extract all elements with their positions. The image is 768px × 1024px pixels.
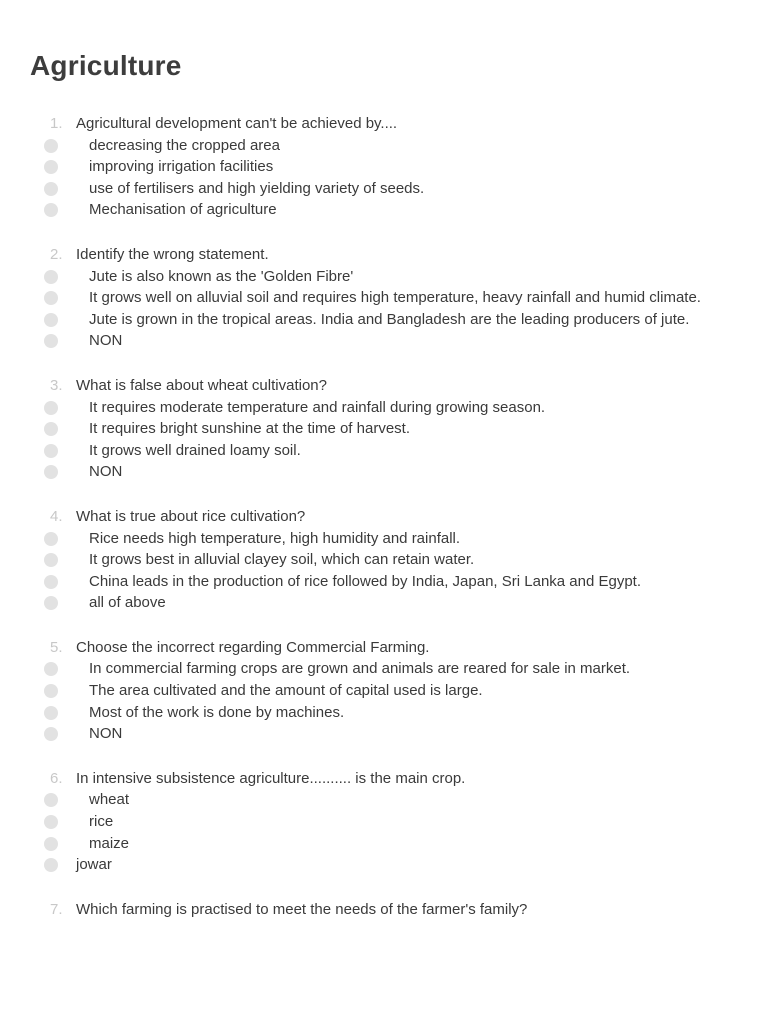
option-item[interactable] xyxy=(0,702,768,724)
option-label: NON xyxy=(89,463,123,481)
option-item[interactable] xyxy=(0,178,768,200)
radio-button[interactable] xyxy=(44,684,58,698)
option-list xyxy=(0,528,768,614)
question-number: 1. xyxy=(50,115,63,132)
option-item[interactable] xyxy=(0,811,768,833)
option-list xyxy=(0,789,768,875)
option-label: In commercial farming crops are grown and animals are reared for sale in market. xyxy=(89,660,631,678)
radio-button[interactable] xyxy=(44,596,58,610)
option-item[interactable] xyxy=(0,418,768,440)
option-label: decreasing the cropped area xyxy=(89,136,280,154)
radio-button[interactable] xyxy=(44,553,58,567)
option-list xyxy=(0,266,768,352)
radio-button[interactable] xyxy=(44,727,58,741)
option-item[interactable] xyxy=(0,549,768,571)
option-item[interactable] xyxy=(0,397,768,419)
option-label: NON xyxy=(89,332,123,350)
option-list xyxy=(0,658,768,744)
option-item[interactable] xyxy=(0,833,768,855)
option-item[interactable] xyxy=(0,854,768,876)
option-item[interactable] xyxy=(0,680,768,702)
radio-button[interactable] xyxy=(44,203,58,217)
radio-button[interactable] xyxy=(44,270,58,284)
option-label: Jute is also known as the 'Golden Fibre' xyxy=(89,267,354,285)
radio-button[interactable] xyxy=(44,139,58,153)
question-1-row xyxy=(0,113,768,135)
radio-button[interactable] xyxy=(44,422,58,436)
option-label: improving irrigation facilities xyxy=(89,158,274,176)
question-3 xyxy=(0,375,768,483)
option-label: wheat xyxy=(89,791,130,809)
question-5 xyxy=(0,637,768,745)
radio-button[interactable] xyxy=(44,291,58,305)
radio-button[interactable] xyxy=(44,575,58,589)
option-label: NON xyxy=(89,725,123,743)
question-text: Choose the incorrect regarding Commercial Farming. xyxy=(76,638,430,656)
question-5-row xyxy=(0,637,768,659)
radio-button[interactable] xyxy=(44,662,58,676)
question-4 xyxy=(0,506,768,614)
option-item[interactable] xyxy=(0,309,768,331)
radio-button[interactable] xyxy=(44,444,58,458)
option-item[interactable] xyxy=(0,592,768,614)
radio-button[interactable] xyxy=(44,793,58,807)
radio-button[interactable] xyxy=(44,313,58,327)
page-title: Agriculture xyxy=(30,50,182,81)
question-6-row xyxy=(0,768,768,790)
option-item[interactable] xyxy=(0,199,768,221)
option-label: The area cultivated and the amount of capital used is large. xyxy=(89,682,483,700)
option-item[interactable] xyxy=(0,528,768,550)
question-2 xyxy=(0,244,768,352)
option-label: rice xyxy=(89,813,114,831)
radio-button[interactable] xyxy=(44,837,58,851)
question-4-row xyxy=(0,506,768,528)
radio-button[interactable] xyxy=(44,706,58,720)
option-item[interactable] xyxy=(0,461,768,483)
question-text: Identify the wrong statement. xyxy=(76,245,269,263)
option-item[interactable] xyxy=(0,440,768,462)
option-item[interactable] xyxy=(0,287,768,309)
question-2-row xyxy=(0,244,768,266)
option-label: Most of the work is done by machines. xyxy=(89,703,345,721)
radio-button[interactable] xyxy=(44,401,58,415)
question-number: 6. xyxy=(50,769,63,787)
radio-button[interactable] xyxy=(44,334,58,348)
option-item[interactable] xyxy=(0,135,768,157)
radio-button[interactable] xyxy=(44,815,58,829)
question-number: 5. xyxy=(50,638,63,656)
option-item[interactable] xyxy=(0,789,768,811)
question-text: What is true about rice cultivation? xyxy=(76,507,306,525)
option-label: Mechanisation of agriculture xyxy=(89,201,277,219)
radio-button[interactable] xyxy=(44,182,58,196)
question-text: Which farming is practised to meet the needs of the farmer's family? xyxy=(76,900,528,918)
option-item[interactable] xyxy=(0,156,768,178)
radio-button[interactable] xyxy=(44,160,58,174)
question-text: Agricultural development can't be achieved by.... xyxy=(76,115,398,132)
question-text: What is false about wheat cultivation? xyxy=(76,376,327,394)
question-6 xyxy=(0,768,768,876)
option-label: China leads in the production of rice followed by India, Japan, Sri Lanka and Egypt. xyxy=(89,572,642,590)
option-label: maize xyxy=(89,834,130,852)
question-text: In intensive subsistence agriculture.......... is the main crop. xyxy=(76,769,466,787)
option-label: Rice needs high temperature, high humidity and rainfall. xyxy=(89,529,461,547)
option-item[interactable] xyxy=(0,571,768,593)
option-label: It grows well on alluvial soil and requires high temperature, heavy rainfall and humid climate. xyxy=(89,289,701,307)
option-label: It requires moderate temperature and rainfall during growing season. xyxy=(89,398,546,416)
option-label: It requires bright sunshine at the time of harvest. xyxy=(89,420,410,438)
radio-button[interactable] xyxy=(44,858,58,872)
radio-button[interactable] xyxy=(44,465,58,479)
option-label: use of fertilisers and high yielding variety of seeds. xyxy=(89,179,425,197)
question-number: 4. xyxy=(50,507,63,525)
question-list xyxy=(0,113,768,943)
question-1 xyxy=(0,113,768,221)
question-7-row xyxy=(0,899,768,921)
option-label: jowar xyxy=(76,856,112,874)
question-3-row xyxy=(0,375,768,397)
option-label: Jute is grown in the tropical areas. India and Bangladesh are the leading producers of jute. xyxy=(89,310,690,328)
option-list xyxy=(0,397,768,483)
option-label: It grows best in alluvial clayey soil, which can retain water. xyxy=(89,551,475,569)
option-label: It grows well drained loamy soil. xyxy=(89,441,301,459)
option-item[interactable] xyxy=(0,658,768,680)
option-item[interactable] xyxy=(0,266,768,288)
radio-button[interactable] xyxy=(44,532,58,546)
option-item[interactable] xyxy=(0,330,768,352)
question-number: 7. xyxy=(50,900,63,918)
option-item[interactable] xyxy=(0,723,768,745)
question-7 xyxy=(0,899,768,921)
option-list xyxy=(0,135,768,221)
question-number: 3. xyxy=(50,376,63,394)
question-number: 2. xyxy=(50,245,63,263)
option-label: all of above xyxy=(89,594,166,612)
